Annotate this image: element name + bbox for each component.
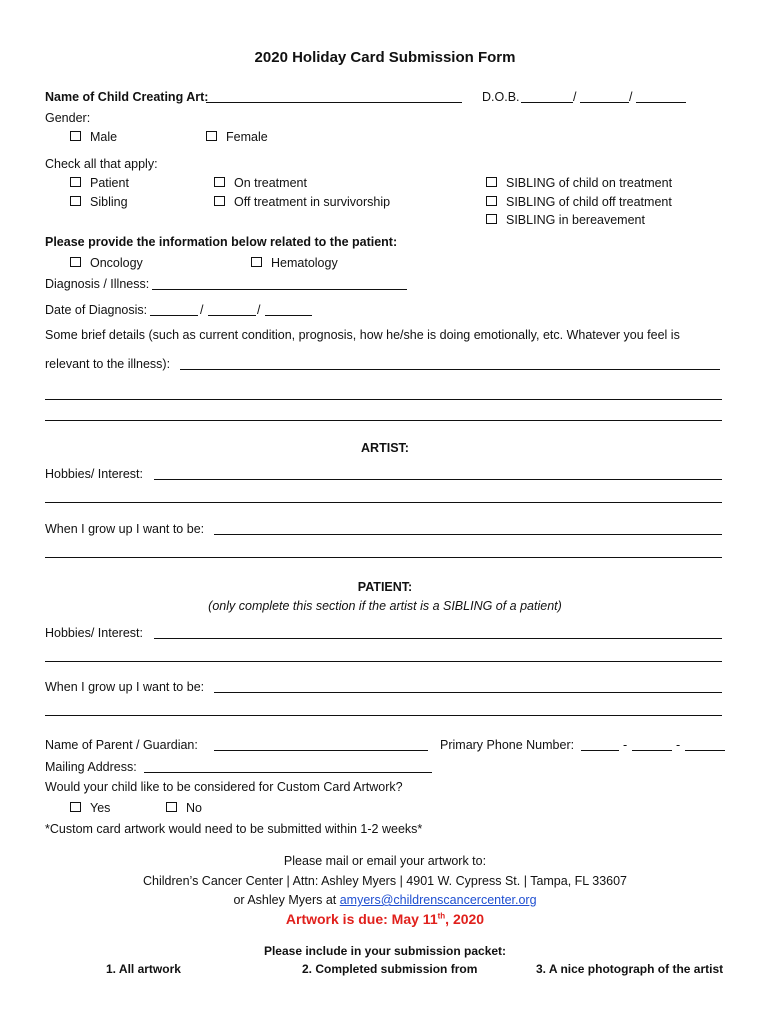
email-line [0, 892, 770, 908]
artist-hobbies-field[interactable] [154, 479, 722, 480]
check-all-label: Check all that apply: [45, 157, 158, 171]
yes-checkbox[interactable] [70, 802, 81, 812]
details-field[interactable] [180, 369, 720, 370]
oncology-label: Oncology [90, 256, 143, 270]
no-label: No [186, 801, 202, 815]
due-date-suffix-th: th [437, 911, 446, 921]
diagnosis-field[interactable] [152, 289, 407, 290]
parent-name-field[interactable] [214, 750, 428, 751]
dob-label: D.O.B. [482, 90, 520, 104]
parent-name-label: Name of Parent / Guardian: [45, 738, 198, 752]
hematology-checkbox[interactable] [251, 257, 262, 267]
patient-hobbies-label: Hobbies/ Interest: [45, 626, 143, 640]
custom-card-question: Would your child like to be considered for Custom Card Artwork? [45, 780, 403, 794]
sibling-bereavement-checkbox[interactable] [486, 214, 497, 224]
yes-label: Yes [90, 801, 111, 815]
female-label: Female [226, 130, 268, 144]
diagnosis-label: Diagnosis / Illness: [45, 277, 150, 291]
on-treatment-label: On treatment [234, 176, 307, 190]
date-separator: / [200, 303, 204, 317]
phone-line-field[interactable] [685, 750, 725, 751]
details-prompt-line1: Some brief details (such as current condition, prognosis, how he/she is doing emotionally, etc. Whatever you feel is [45, 328, 680, 342]
diagnosis-year-field[interactable] [265, 315, 312, 316]
diagnosis-date-label: Date of Diagnosis: [45, 303, 148, 317]
due-date [0, 911, 770, 927]
mailing-address-label: Mailing Address: [45, 760, 137, 774]
phone-dash: - [676, 738, 681, 752]
dob-month-field[interactable] [521, 102, 573, 103]
due-date-year: , 2020 [445, 911, 485, 927]
date-separator: / [257, 303, 261, 317]
male-checkbox[interactable] [70, 131, 81, 141]
patient-hobbies-field[interactable] [45, 661, 722, 662]
gender-label: Gender: [45, 111, 91, 125]
artist-grow-up-label: When I grow up I want to be: [45, 522, 205, 536]
phone-area-field[interactable] [581, 750, 619, 751]
due-date-prefix: Artwork is due: May 11 [285, 911, 438, 927]
custom-card-note: *Custom card artwork would need to be submitted within 1-2 weeks* [45, 822, 423, 836]
patient-grow-up-field[interactable] [214, 692, 722, 693]
artist-grow-up-field[interactable] [45, 557, 722, 558]
female-checkbox[interactable] [206, 131, 217, 141]
patient-hobbies-field[interactable] [154, 638, 722, 639]
sibling-label: Sibling [90, 195, 128, 209]
sibling-on-treatment-checkbox[interactable] [486, 177, 497, 187]
sibling-off-treatment-checkbox[interactable] [486, 196, 497, 206]
details-field[interactable] [45, 420, 722, 421]
artist-heading: ARTIST: [361, 441, 409, 455]
include-item-photo: 3. A nice photograph of the artist [536, 962, 724, 976]
phone-dash: - [623, 738, 628, 752]
sibling-on-treatment-label: SIBLING of child on treatment [506, 176, 673, 190]
email-link[interactable]: amyers@childrenscancercenter.org [339, 893, 537, 907]
diagnosis-day-field[interactable] [208, 315, 256, 316]
on-treatment-checkbox[interactable] [214, 177, 225, 187]
off-treatment-label: Off treatment in survivorship [234, 195, 391, 209]
dob-separator: / [629, 90, 633, 104]
patient-section-heading: PATIENT: [357, 580, 413, 594]
dob-day-field[interactable] [580, 102, 629, 103]
sibling-off-treatment-label: SIBLING of child off treatment [506, 195, 672, 209]
mailing-address-field[interactable] [144, 772, 432, 773]
artist-hobbies-label: Hobbies/ Interest: [45, 467, 143, 481]
no-checkbox[interactable] [166, 802, 177, 812]
artist-hobbies-field[interactable] [45, 502, 722, 503]
off-treatment-checkbox[interactable] [214, 196, 225, 206]
page-title: 2020 Holiday Card Submission Form [254, 49, 516, 66]
mail-instruction: Please mail or email your artwork to: [283, 854, 487, 868]
hematology-label: Hematology [271, 256, 338, 270]
patient-section-note: (only complete this section if the artist is a SIBLING of a patient) [208, 599, 562, 613]
include-item-artwork: 1. All artwork [106, 962, 181, 976]
child-name-field[interactable] [206, 102, 462, 103]
phone-prefix-field[interactable] [632, 750, 672, 751]
patient-grow-up-label: When I grow up I want to be: [45, 680, 205, 694]
male-label: Male [90, 130, 118, 144]
email-prefix: or Ashley Myers at [233, 893, 340, 907]
phone-label: Primary Phone Number: [440, 738, 575, 752]
dob-year-field[interactable] [636, 102, 686, 103]
include-item-form: 2. Completed submission from [302, 962, 478, 976]
patient-grow-up-field[interactable] [45, 715, 722, 716]
mailing-address-line: Children’s Cancer Center | Attn: Ashley Myers | 4901 W. Cypress St. | Tampa, FL 33607 [142, 874, 628, 888]
sibling-bereavement-label: SIBLING in bereavement [506, 213, 645, 227]
patient-checkbox[interactable] [70, 177, 81, 187]
sibling-checkbox[interactable] [70, 196, 81, 206]
details-field[interactable] [45, 399, 722, 400]
child-name-label: Name of Child Creating Art: [45, 90, 209, 104]
diagnosis-month-field[interactable] [150, 315, 198, 316]
artist-grow-up-field[interactable] [214, 534, 722, 535]
patient-info-heading: Please provide the information below related to the patient: [45, 235, 398, 249]
details-prompt-line2: relevant to the illness): [45, 357, 171, 371]
oncology-checkbox[interactable] [70, 257, 81, 267]
dob-separator: / [573, 90, 577, 104]
patient-label: Patient [90, 176, 129, 190]
include-heading: Please include in your submission packet: [263, 944, 507, 958]
